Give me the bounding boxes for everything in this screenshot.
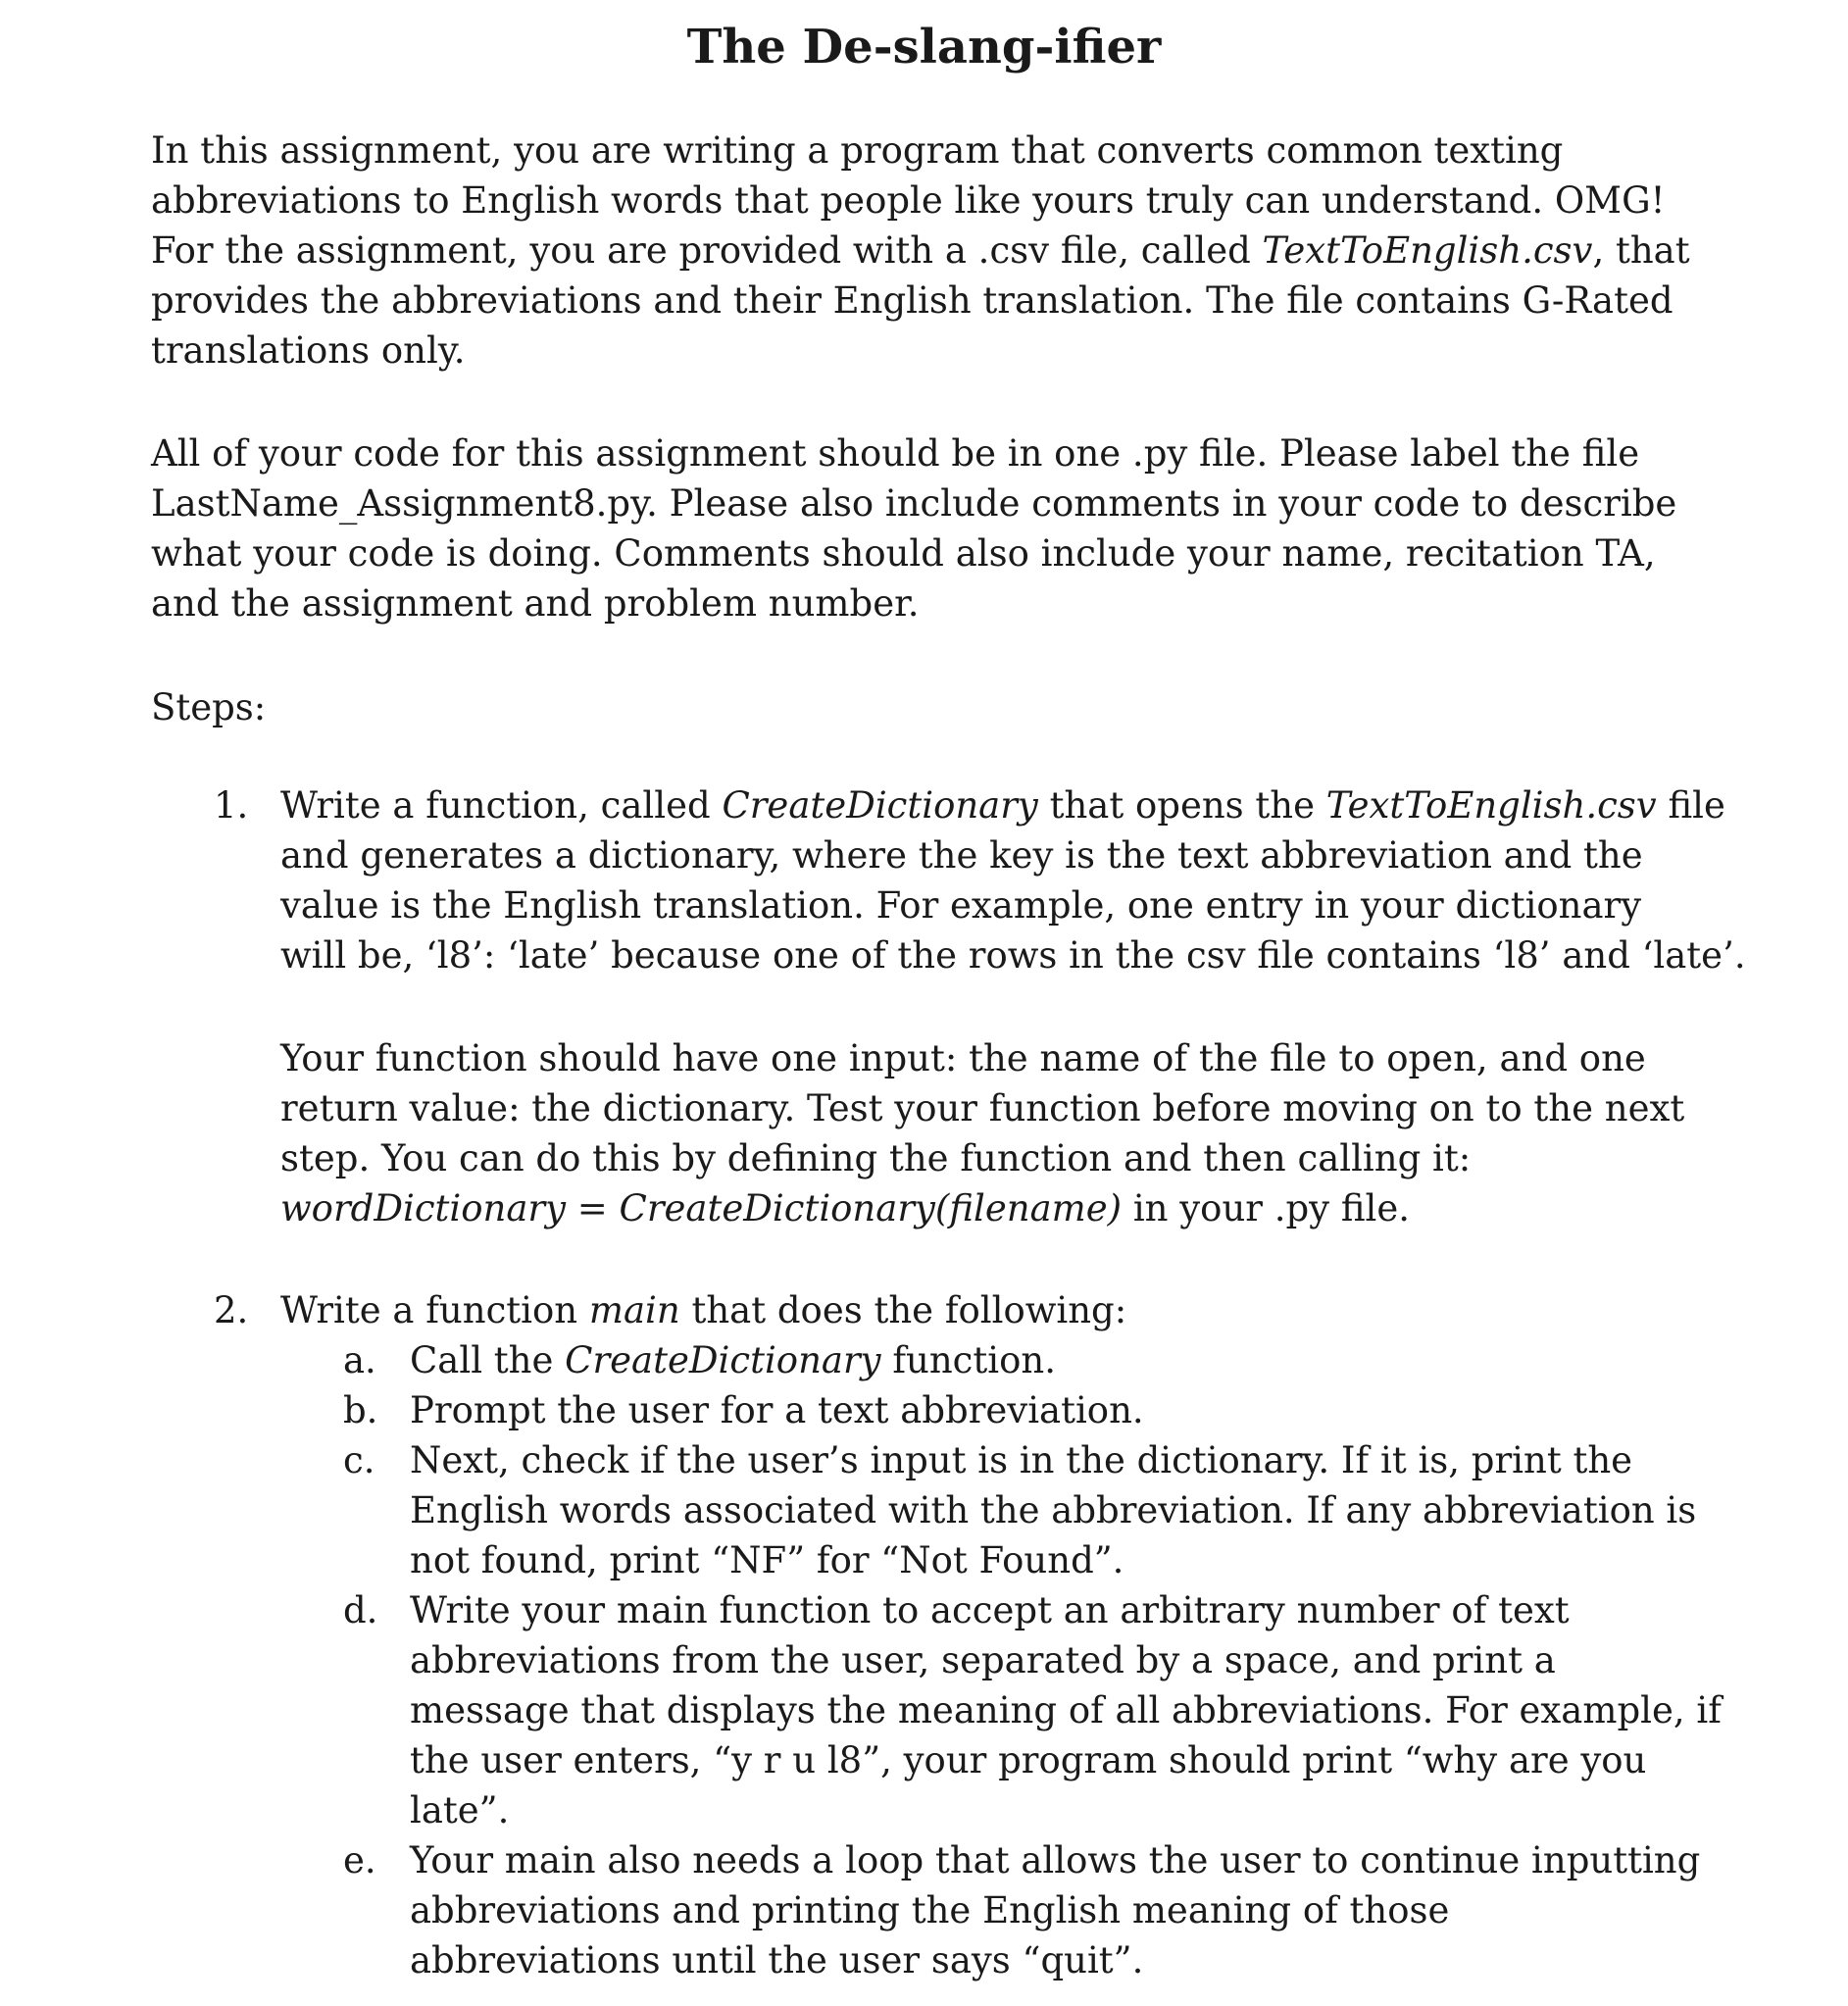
code-note-line: All of your code for this assignment should be in one .py file. Please label the file [151, 432, 1640, 475]
step-1-paragraph-2 [280, 1033, 1731, 1233]
step-text: in your .py file. [1122, 1187, 1411, 1229]
substep-line: abbreviations and printing the English meaning of those [410, 1889, 1450, 1931]
function-name: CreateDictionary [722, 784, 1038, 827]
code-note-paragraph [151, 428, 1739, 628]
substep-line: Prompt the user for a text abbreviation. [410, 1389, 1144, 1431]
step-text: that does the following: [679, 1289, 1127, 1331]
substep-letter: b. [343, 1389, 378, 1431]
function-name: main [588, 1289, 680, 1331]
csv-filename: TextToEnglish.csv [1325, 784, 1657, 827]
step-text: Write a function, called [280, 784, 723, 827]
substep-line [410, 1335, 1714, 1385]
substep-text [410, 1435, 1714, 1585]
substep-text [410, 1335, 1714, 1385]
code-note-line: LastName_Assignment8.py. Please also include comments in your code to describe [151, 482, 1677, 525]
step-number: 2. [214, 1289, 249, 1331]
intro-line: translations only. [151, 329, 466, 372]
substep-letter: a. [343, 1339, 376, 1381]
substep-line: abbreviations from the user, separated by a space, and print a [410, 1639, 1556, 1681]
step-text: Call the [410, 1339, 566, 1381]
step-number: 1. [214, 784, 249, 827]
intro-line: provides the abbreviations and their English translation. The file contains G-Rated [151, 279, 1673, 322]
substep-text [410, 1385, 1714, 1435]
function-name: CreateDictionary [565, 1339, 881, 1381]
substep-line: Write your main function to accept an arbitrary number of text [410, 1589, 1570, 1631]
substep-line: the user enters, “y r u l8”, your program should print “why are you [410, 1739, 1647, 1781]
substep-line: not found, print “NF” for “Not Found”. [410, 1539, 1124, 1581]
intro-text: For the assignment, you are provided with a .csv file, called [151, 229, 1263, 272]
substep-text [410, 1585, 1722, 1835]
intro-text: , that [1592, 229, 1690, 272]
substep-line: abbreviations until the user says “quit”. [410, 1939, 1144, 1981]
csv-filename: TextToEnglish.csv [1262, 229, 1593, 272]
step-line: Your function should have one input: the name of the file to open, and one [280, 1037, 1646, 1079]
substep-text [410, 1835, 1714, 1985]
code-note-line: and the assignment and problem number. [151, 582, 920, 625]
substep-line: English words associated with the abbreviation. If any abbreviation is [410, 1489, 1697, 1531]
substep-line: late”. [410, 1789, 510, 1831]
substep-letter: e. [343, 1839, 376, 1881]
steps-label: Steps: [151, 686, 267, 728]
step-text: function. [880, 1339, 1056, 1381]
step-2-body [280, 1285, 1722, 1335]
step-line: and generates a dictionary, where the key is the text abbreviation and the [280, 834, 1643, 877]
step-line: value is the English translation. For example, one entry in your dictionary [280, 884, 1642, 927]
substep-line: Your main also needs a loop that allows the user to continue inputting [410, 1839, 1701, 1881]
step-line: return value: the dictionary. Test your function before moving on to the next [280, 1087, 1685, 1129]
intro-paragraph [151, 125, 1739, 376]
step-line [280, 780, 1725, 830]
intro-line [151, 226, 1739, 276]
code-example: wordDictionary = CreateDictionary(filename) [280, 1187, 1123, 1229]
substep-letter: d. [343, 1589, 378, 1631]
substep-line: Next, check if the user’s input is in the dictionary. If it is, print the [410, 1439, 1633, 1481]
step-line: step. You can do this by defining the function and then calling it: [280, 1137, 1472, 1179]
substep-letter: c. [343, 1439, 375, 1481]
intro-line: In this assignment, you are writing a program that converts common texting [151, 129, 1564, 172]
step-line [280, 1285, 1722, 1335]
page-title: The De-slang-ifier [686, 20, 1162, 75]
step-text: that opens the [1037, 784, 1326, 827]
code-note-line: what your code is doing. Comments should also include your name, recitation TA, [151, 532, 1656, 575]
step-1-body [280, 780, 1746, 980]
intro-line: abbreviations to English words that people like yours truly can understand. OMG! [151, 179, 1666, 222]
step-text: Write a function [280, 1289, 589, 1331]
step-line [280, 1183, 1731, 1233]
step-text: file [1656, 784, 1725, 827]
step-line: will be, ‘l8’: ‘late’ because one of the rows in the csv file contains ‘l8’ and ‘late’. [280, 934, 1746, 977]
substep-line: message that displays the meaning of all abbreviations. For example, if [410, 1689, 1722, 1731]
